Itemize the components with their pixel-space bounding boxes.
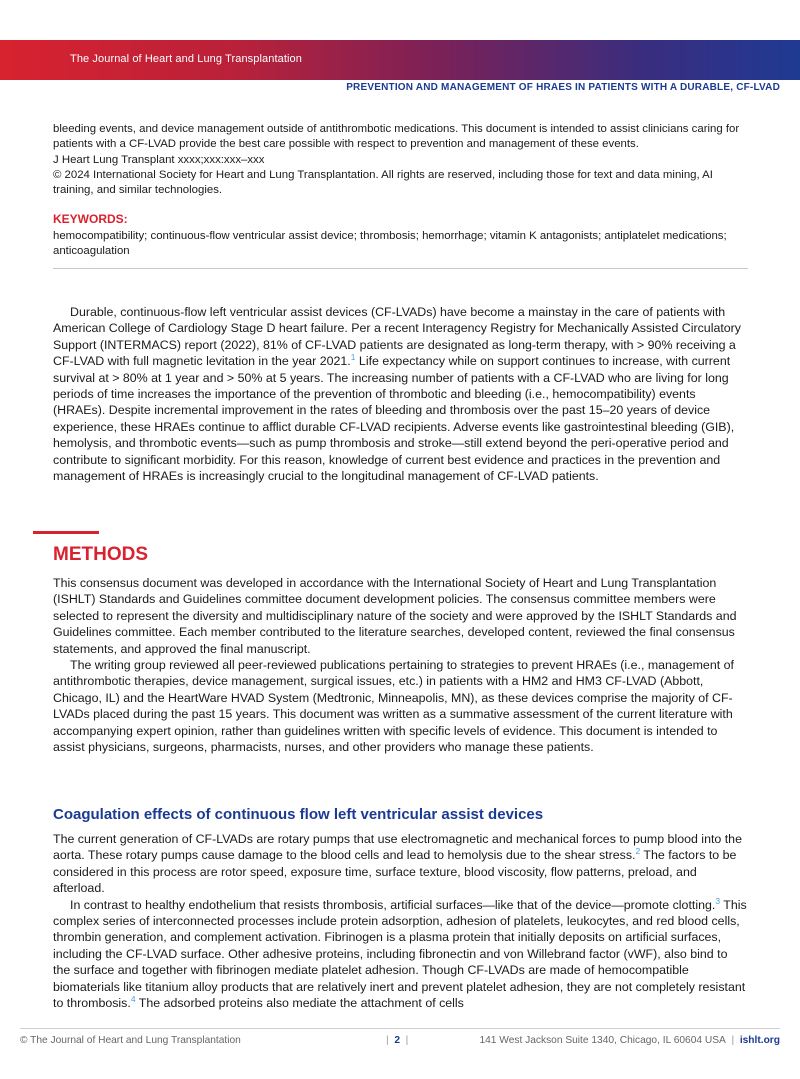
- coag-text-2a: In contrast to healthy endothelium that resists thrombosis, artificial surfaces—like that of the device—promote clotting.: [70, 897, 716, 912]
- footer-address-block: [479, 1035, 780, 1046]
- coag-text-1a: The current generation of CF-LVADs are rotary pumps that use electromagnetic and mechanical forces to pump blood into the aorta. These rotary pumps cause damage to the blood cells and lead to hemolysis due to the shear stress.: [53, 832, 742, 863]
- keywords-heading: KEYWORDS:: [53, 212, 128, 226]
- coag-text-2c: The adsorbed proteins also mediate the attachment of cells: [135, 996, 464, 1011]
- running-head: PREVENTION AND MANAGEMENT OF HRAES IN PATIENTS WITH A DURABLE, CF-LVAD: [346, 82, 780, 93]
- section-divider: [53, 268, 748, 269]
- methods-heading: METHODS: [53, 544, 148, 565]
- coag-text-2b: This complex series of interconnected processes include protein adsorption, adhesion of platelets, leukocytes, and red blood cells, thrombin generation, and complement activation. Fibrinogen is a plasma protein that initially deposits on artificial surfaces, including the CF-LVAD surface. Other adhesive proteins, including fibronectin and von Willebrand factor (vWF), also bind to the surface and together with fibrinogen mediate platelet adhesion. Though CF-LVADs are made of hemocompatible biomaterials like titanium alloy products that are relatively inert and prevent platelet adhesion, they are not completely resistant to thrombosis.: [53, 897, 747, 1011]
- methods-paragraph-2: The writing group reviewed all peer-reviewed publications pertaining to strategies to prevent HRAEs (i.e., management of antithrombotic therapies, device management, surgical issues, etc.) in patients with a HM2 and HM3 CF-LVAD (Abbott, Chicago, IL) and the HeartWare HVAD System (Medtronic, Minneapolis, MN), as these devices comprise the majority of CF-LVADs placed during the past 15 years. This document was written as a summative assessment of the current literature with accompanying expert opinion, rather than guidelines written with specific levels of evidence. This document is intended to assist physicians, surgeons, pharmacists, nurses, and other providers who manage these patients.: [53, 658, 734, 755]
- abstract-end: [53, 122, 750, 198]
- coag-text-1b: The factors to be considered in this process are rotor speed, exposure time, surface texture, blood viscosity, flow patterns, preload, and afterload.: [53, 848, 737, 896]
- page-number-block: [386, 1035, 408, 1046]
- reference-1-link[interactable]: 1: [350, 352, 356, 363]
- coagulation-paragraph-1: [53, 831, 748, 897]
- page-number: 2: [394, 1035, 400, 1046]
- keywords-list: hemocompatibility; continuous-flow ventricular assist device; thrombosis; hemorrhage; vitamin K antagonists; antiplatelet medications; anticoagulation: [53, 230, 727, 258]
- address-sep: |: [731, 1035, 735, 1046]
- reference-2-link[interactable]: 2: [635, 846, 641, 857]
- footer-divider: [20, 1028, 780, 1029]
- footer-address: 141 West Jackson Suite 1340, Chicago, IL 60604 USA: [479, 1035, 726, 1046]
- coagulation-paragraph-2: [53, 897, 748, 1012]
- abstract-text: bleeding events, and device management outside of antithrombotic medications. This document is intended to assist clinicians caring for patients with a CF-LVAD provide the best care possible with respect to prevention and management of these events.: [53, 123, 740, 151]
- methods-accent-bar: [33, 531, 99, 534]
- coagulation-section: [53, 831, 748, 1011]
- intro-text-1: Durable, continuous-flow left ventricular assist devices (CF-LVADs) have become a mainstay in the care of patients with American College of Cardiology Stage D heart failure. Per a recent Interagency Registry for Mechanically Assisted Circulatory Support (INTERMACS) report (2022), 81% of CF-LVAD patients are designated as long-term therapy, with > 90% receiving a CF-LVAD with full magnetic levitation in the year 2021.: [53, 305, 741, 369]
- reference-3-link[interactable]: 3: [715, 895, 721, 906]
- journal-banner: [0, 40, 800, 80]
- journal-citation: J Heart Lung Transplant xxxx;xxx:xxx–xxx: [53, 153, 265, 166]
- copyright-notice: © 2024 International Society for Heart and Lung Transplantation. All rights are reserved, including those for text and data mining, AI training, and similar technologies.: [53, 168, 713, 197]
- page-sep-right: |: [405, 1035, 409, 1046]
- journal-name: The Journal of Heart and Lung Transplantation: [70, 53, 302, 65]
- methods-paragraph-1: This consensus document was developed in accordance with the International Society of Heart and Lung Transplantation (ISHLT) Standards and Guidelines committee document development policies. The consensus committee members were selected to represent the diversity and multidisciplinary nature of the society and were approved by the ISHLT Standards and Guidelines committee. Each member contributed to the literature searches, developed content, reviewed the final consensus statements, and approved the final manuscript.: [53, 576, 737, 656]
- coagulation-heading: Coagulation effects of continuous flow left ventricular assist devices: [53, 806, 544, 823]
- intro-paragraph: [53, 304, 748, 484]
- page-sep-left: |: [386, 1035, 389, 1046]
- reference-4-link[interactable]: 4: [130, 993, 136, 1004]
- intro-text-2: Life expectancy while on support continues to increase, with current survival at > 80% at 1 year and > 50% at 5 years. The increasing number of patients with a CF-LVAD who are living for long periods of time increases the importance of the prevention of thrombotic and bleeding (i.e., hemocompatibility) events (HRAEs). Despite incremental improvement in the rates of bleeding and thrombosis over the past 15–20 years of device experience, these HRAEs continue to afflict durable CF-LVAD recipients. Adverse events like gastrointestinal bleeding (GIB), hemolysis, and thrombotic events—such as pump thrombosis and stroke—still extend beyond the peri-operative period and contribute to significant morbidity. For this reason, knowledge of current best evidence and practices in the prevention and management of HRAEs is increasingly crucial to the longitudinal management of CF-LVAD patients.: [53, 354, 735, 484]
- website-link[interactable]: ishlt.org: [739, 1035, 780, 1046]
- footer-journal: © The Journal of Heart and Lung Transplantation: [20, 1035, 241, 1046]
- methods-section: [53, 575, 748, 755]
